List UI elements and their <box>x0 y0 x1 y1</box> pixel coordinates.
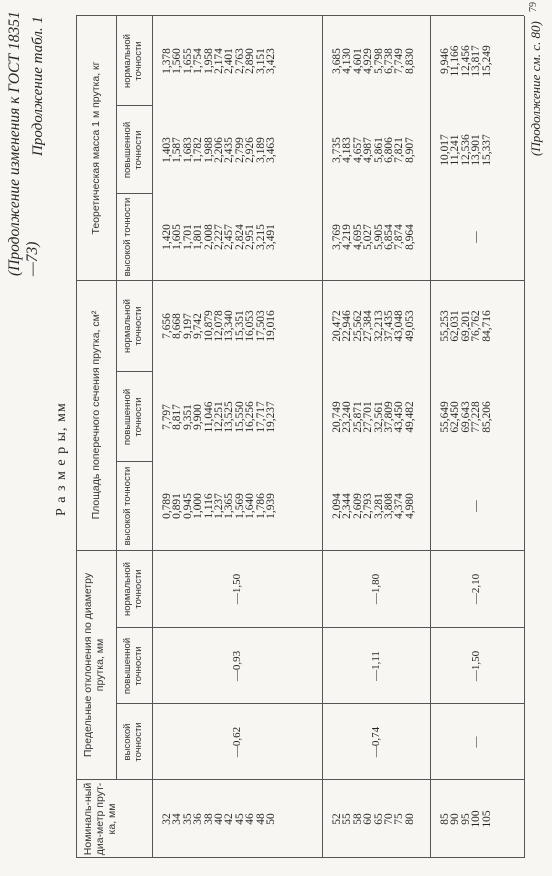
col-divider <box>116 193 152 194</box>
header-area-normal: нормальной точности <box>122 299 144 353</box>
header-area-high: высокой точности <box>122 466 133 546</box>
col-divider <box>116 371 152 372</box>
header-deviations: Предельные отклонения по диаметру прутка, мм <box>82 572 106 758</box>
mass-increased-column: 3,735 4,183 4,657 4,987 5,861 6,806 7,821 8,907 <box>331 137 416 163</box>
header-mass: Теоретическая масса 1 м прутка, кг <box>90 61 102 235</box>
deviation-high-value: —0,62 <box>231 726 243 758</box>
header-dev-increased: повышенной точности <box>122 637 144 695</box>
header-dev-normal: нормальной точности <box>122 562 144 616</box>
deviation-normal-value: —1,50 <box>231 573 243 605</box>
col-divider <box>116 627 524 628</box>
header-group-line <box>116 16 117 780</box>
col-divider <box>76 15 524 16</box>
header-area-increased: повышенной точности <box>122 388 144 446</box>
nominal-diameter-column: 32 34 35 36 38 40 42 45 46 48 50 <box>161 813 278 825</box>
mass-normal-column: 9,946 11,166 12,456 13,817 15,249 <box>439 45 493 77</box>
header-mass-high: высокой точности <box>122 197 133 277</box>
area-increased-column: 7,797 8,817 9,351 9,900 11,046 12,251 13,525 15,550 16,256 17,717 19,237 <box>161 401 278 433</box>
continuation-label: Продолжение табл. 1 <box>30 16 46 156</box>
deviation-normal-value: —1,80 <box>370 573 382 605</box>
header-area: Площадь поперечного сечения прутка, см² <box>90 310 102 520</box>
mass-increased-column: 10,017 11,241 12,536 13,901 15,337 <box>439 134 493 166</box>
area-high-column: 2,094 2,344 2,609 2,793 3,281 3,808 4,374 4,980 <box>331 493 416 519</box>
col-divider <box>116 461 152 462</box>
group-separator <box>430 16 431 858</box>
deviation-high-value: —0,74 <box>370 726 382 758</box>
header-nominal-diameter: Номиналь-ный диа-метр прут-ка, мм <box>82 782 118 856</box>
mass-high-column: 1,420 1,605 1,701 1,801 2,008 2,227 2,457 2,824 2,951 3,215 3,491 <box>161 224 278 250</box>
deviation-high-value: — <box>470 736 482 748</box>
col-divider <box>76 280 524 281</box>
deviation-normal-value: —2,10 <box>470 573 482 605</box>
table-bottom-border <box>524 16 525 858</box>
area-increased-column: 20,749 23,240 25,871 27,701 32,561 37,809 43,450 49,482 <box>331 401 416 433</box>
deviation-increased-value: —0,93 <box>231 650 243 682</box>
area-normal-column: 20,472 22,946 25,562 27,384 32,213 37,435 43,048 49,053 <box>331 310 416 342</box>
header-mass-normal: нормальной точности <box>122 34 144 88</box>
section-title: Р а з м е р ы, мм <box>54 402 69 516</box>
area-high-column: 0,789 0,891 0,945 1,000 1,116 1,237 1,365 1,569 1,640 1,786 1,939 <box>161 493 278 519</box>
area-high-column: — <box>470 500 482 512</box>
col-divider <box>76 857 524 858</box>
col-divider <box>76 779 524 780</box>
header-dev-high: высокой точности <box>122 722 144 762</box>
col-divider <box>76 550 524 551</box>
footer-note: (Продолжение см. с. 80) <box>528 21 543 156</box>
mass-normal-column: 1,378 1,560 1,655 1,754 1,958 2,174 2,401 2,763 2,890 3,151 3,423 <box>161 48 278 74</box>
area-increased-column: 55,649 62,450 69,643 77,228 85,206 <box>439 401 493 433</box>
col-divider <box>116 703 524 704</box>
deviation-increased-value: —1,11 <box>370 651 382 681</box>
col-divider <box>116 105 152 106</box>
running-header: (Продолжение изменения к ГОСТ 18351—73) <box>6 11 41 276</box>
mass-high-column: — <box>470 231 482 243</box>
group-separator <box>322 16 323 858</box>
page-number: 79 <box>528 2 539 12</box>
mass-increased-column: 1,403 1,587 1,683 1,782 1,988 2,206 2,435 2,799 2,926 3,189 3,463 <box>161 137 278 163</box>
mass-high-column: 3,769 4,219 4,695 5,027 5,905 6,854 7,874 8,964 <box>331 224 416 250</box>
nominal-diameter-column: 85 90 95 100 105 <box>439 810 493 828</box>
deviation-increased-value: —1,50 <box>470 650 482 682</box>
nominal-diameter-column: 52 55 58 60 65 70 75 80 <box>331 813 416 825</box>
area-normal-column: 7,656 8,668 9,197 9,742 10,879 12,078 13,340 15,351 16,053 17,503 19,016 <box>161 310 278 342</box>
header-mass-increased: повышенной точности <box>122 121 144 179</box>
table-top-border <box>76 16 77 858</box>
area-normal-column: 55,253 62,031 69,201 76,762 84,716 <box>439 310 493 342</box>
mass-normal-column: 3,685 4,130 4,601 4,929 5,798 6,738 7,749 8,830 <box>331 48 416 74</box>
header-bottom-line <box>152 16 153 858</box>
